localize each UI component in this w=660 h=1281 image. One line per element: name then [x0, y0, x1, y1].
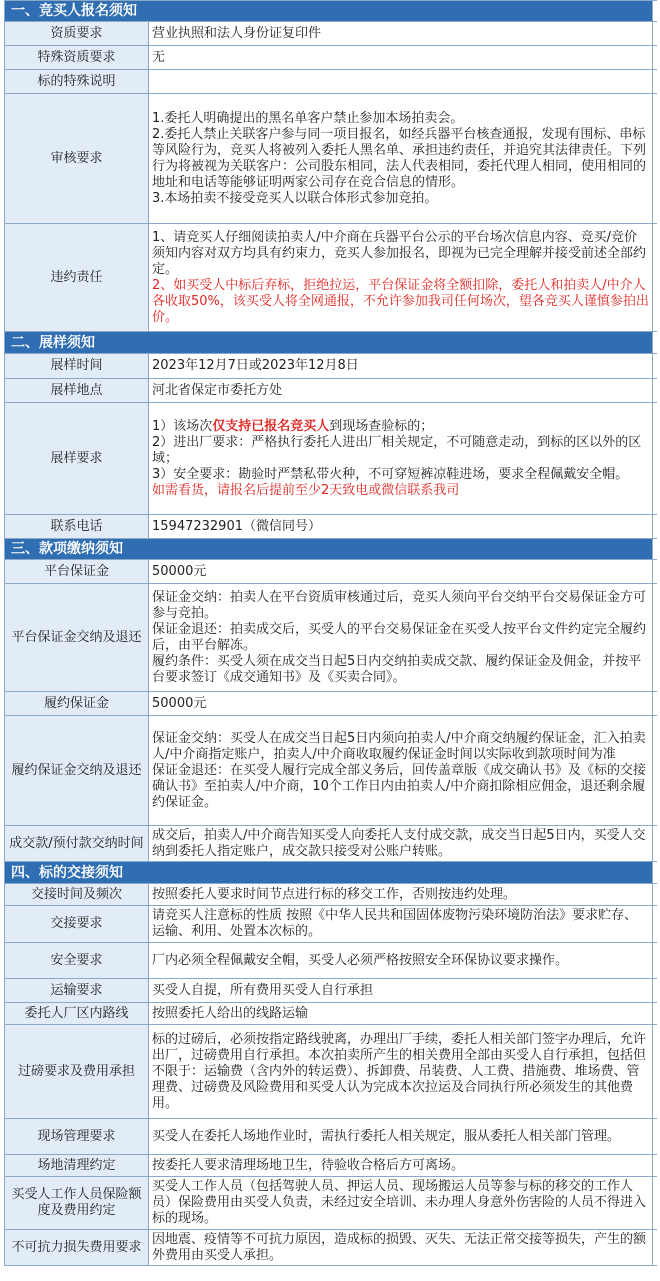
special-notes-value	[149, 70, 653, 94]
platform-deposit-proc-line-3: 履约条件：买受人须在成交当日起5日内交纳拍卖成交款、履约保证金及佣金，并按平台要求签订《成交通知书》及《买卖合同》。	[152, 653, 642, 685]
exhibit-req-line-2: 2）进出厂要求：严格执行委托人进出厂相关规定，不可随意走动，到标的区以外的区域；	[152, 434, 642, 466]
section-heading-exhibit: 二、展样须知	[5, 332, 653, 354]
staff-insurance-value: 买受人工作人员（包括驾驶人员、押运人员、现场搬运人员等参与标的移交的工作人员）保险费用由买受人负责，未经过安全培训、未办理人身意外伤害险的人员不得进入标的现场。	[149, 1177, 653, 1230]
exhibit-req-label: 展样要求	[5, 403, 149, 515]
platform-deposit-proc-line-1: 保证金交纳：拍卖人在平台资质审核通过后，竞买人须向平台交纳平台交易保证金方可参与竞拍。	[152, 589, 647, 621]
platform-deposit-proc-line-2: 保证金退还：拍卖成交后，买受人的平台交易保证金在买受人按平台文件约定完全履约后，由平台解冻。	[152, 621, 647, 653]
staff-insurance-label: 买受人工作人员保险额度及费用约定	[5, 1177, 149, 1230]
perf-deposit-proc-value	[149, 716, 653, 826]
payment-time-value: 成交后，拍卖人/中介商告知买受人向委托人支付成交款，成交当日起5日内，买受人交纳到委托人指定账户，成交款只接受对公账户转账。	[149, 826, 653, 862]
phone-value: 15947232901（微信同号）	[149, 515, 653, 539]
site-clean-value: 按委托人要求清理场地卫生，待验收合格后方可离场。	[149, 1155, 653, 1177]
phone-label: 联系电话	[5, 515, 149, 539]
perf-deposit-label: 履约保证金	[5, 692, 149, 716]
platform-deposit-proc-value	[149, 584, 653, 692]
section-heading-handover: 四、标的交接须知	[5, 862, 653, 884]
special-qualification-value: 无	[149, 46, 653, 70]
route-label: 委托人厂区内路线	[5, 1003, 149, 1025]
breach-label: 违约责任	[5, 224, 149, 332]
special-qualification-label: 特殊资质要求	[5, 46, 149, 70]
handover-time-value: 按照委托人要求时间节点进行标的移交工作，否则按违约处理。	[149, 884, 653, 906]
handover-req-value: 请竞买人注意标的性质 按照《中华人民共和国固体废物污染环境防治法》要求贮存、运输、利用、处置本次标的。	[149, 906, 653, 943]
handover-req-label: 交接要求	[5, 906, 149, 943]
weighing-label: 过磅要求及费用承担	[5, 1025, 149, 1119]
qualification-value: 营业执照和法人身份证复印件	[149, 22, 653, 46]
force-majeure-label: 不可抗力损失费用要求	[5, 1230, 149, 1266]
safety-req-value: 厂内必须全程佩戴安全帽，买受人必须严格按照安全环保协议要求操作。	[149, 943, 653, 979]
site-mgmt-label: 现场管理要求	[5, 1119, 149, 1155]
review-label: 审核要求	[5, 94, 149, 224]
payment-time-label: 成交款/预付款交纳时间	[5, 826, 149, 862]
transport-req-value: 买受人自提，所有费用买受人自行承担	[149, 979, 653, 1003]
perf-deposit-value: 50000元	[149, 692, 653, 716]
transport-req-label: 运输要求	[5, 979, 149, 1003]
review-line-1: 1.委托人明确提出的黑名单客户禁止参加本场拍卖会。	[152, 110, 464, 126]
perf-deposit-proc-line-1: 保证金交纳：买受人在成交当日起5日内须向拍卖人/中介商交纳履约保证金，汇入拍卖人/中介商指定账户，拍卖人/中介商收取履约保证金时间以实际收到款项时间为准	[152, 730, 646, 762]
exhibit-req-line-3: 3）安全要求：勘验时严禁私带火种，不可穿短裤凉鞋进场，要求全程佩戴安全帽。	[152, 466, 629, 482]
review-line-3: 3.本场拍卖不接受竞买人以联合体形式参加竞拍。	[152, 190, 438, 206]
handover-time-label: 交接时间及频次	[5, 884, 149, 906]
perf-deposit-proc-label: 履约保证金交纳及退还	[5, 716, 149, 826]
review-value	[149, 94, 653, 224]
exhibit-req-value	[149, 403, 653, 515]
safety-req-label: 安全要求	[5, 943, 149, 979]
requirements-sheet	[4, 0, 656, 1266]
force-majeure-value: 因地震、疫情等不可抗力原因，造成标的损毁、灭失、无法正常交接等损失，产生的额外费用由买受人承担。	[149, 1230, 653, 1266]
section-heading-bidder: 一、竞买人报名须知	[5, 1, 653, 22]
weighing-value: 标的过磅后，必须按指定路线驶离，办理出厂手续，委托人相关部门签字办理后，允许出厂，过磅费用自行承担。本次拍卖所产生的相关费用全部由买受人自行承担，包括但不限于：运输费（含内外的转运费）、拆卸费、吊装费、人工费、措施费、堆场费、管理费、过磅费及风险费用和买受人认为完成本次拉运及合同执行所必须发生的其他费用。	[149, 1025, 653, 1119]
site-clean-label: 场地清理约定	[5, 1155, 149, 1177]
exhibit-req-line-4: 如需看货，请报名后提前至少2天致电或微信联系我司	[152, 482, 460, 498]
route-value: 按照委托人给出的线路运输	[149, 1003, 653, 1025]
review-line-2: 2.委托人禁止关联客户参与同一项目报名，如经兵器平台核查通报，发现有围标、串标等风险行为，竞买人将被列入委托人黑名单、承担违约责任，并追究其法律责任。下列行为将被视为关联客户：公司股东相同，法人代表相同，委托代理人相同，使用相同的地址和电话等能够证明两家公司存在竞合信息的情形。	[152, 126, 647, 190]
exhibit-time-label: 展样时间	[5, 354, 149, 379]
requirements-table	[4, 0, 657, 1266]
platform-deposit-value: 50000元	[149, 560, 653, 584]
section-heading-payment: 三、款项缴纳须知	[5, 539, 653, 560]
breach-value	[149, 224, 653, 332]
platform-deposit-label: 平台保证金	[5, 560, 149, 584]
exhibit-place-value: 河北省保定市委托方处	[149, 379, 653, 403]
exhibit-req-highlight: 仅支持已报名竞买人	[212, 418, 330, 434]
breach-line-2: 2、如买受人中标后弃标，拒绝拉运，平台保证金将全额扣除，委托人和拍卖人/中介人各收取50%，该买受人将全网通报，不允许参加我司任何场次，望各竞买人谨慎参拍出价。	[152, 277, 649, 325]
perf-deposit-proc-line-2: 保证金退还：在买受人履行完成全部义务后，回传盖章版《成交确认书》及《标的交接确认书》至拍卖人/中介商，10个工作日内由拍卖人/中介商扣除相应佣金，退还剩余履约保证金。	[152, 762, 647, 810]
site-mgmt-value: 买受人在委托人场地作业时，需执行委托人相关规定，服从委托人相关部门管理。	[149, 1119, 653, 1155]
qualification-label: 资质要求	[5, 22, 149, 46]
special-notes-label: 标的特殊说明	[5, 70, 149, 94]
exhibit-time-value: 2023年12月7日或2023年12月8日	[149, 354, 653, 379]
exhibit-req-line-1: 1）该场次仅支持已报名竞买人到现场查验标的；	[152, 418, 434, 434]
platform-deposit-proc-label: 平台保证金交纳及退还	[5, 584, 149, 692]
exhibit-place-label: 展样地点	[5, 379, 149, 403]
breach-line-1: 1、请竞买人仔细阅读拍卖人/中介商在兵器平台公示的平台场次信息内容、竞买/竞价须知内容对双方均具有约束力，竞买人参加报名，即视为已完全理解并接受前述全部约定。	[152, 229, 647, 277]
